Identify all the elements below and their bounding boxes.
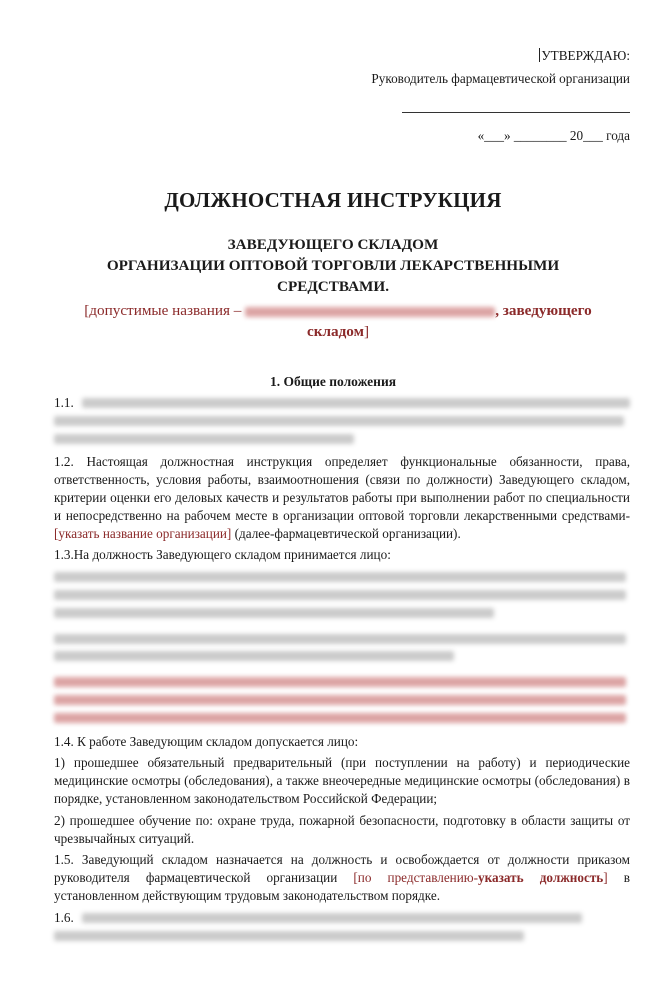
approval-position: Руководитель фармацевтической организации [371,71,630,86]
redacted-requirements [54,568,630,726]
paragraph-1-5: 1.5. Заведующий складом назначается на должность и освобождается от должности приказом руководителя фармацевтической организации [по представлению-указать должность] в установленном действующим трудовым законодательством порядке. [54,852,631,903]
subtitle-line-1: ЗАВЕДУЮЩЕГО СКЛАДОМ [227,236,439,253]
paragraph-1-3: 1.3.На должность Заведующего складом принимается лицо: [54,547,391,563]
approval-label: УТВЕРЖДАЮ: [541,48,630,63]
paragraph-1-4-1: 1) прошедшее обязательный предварительный (при поступлении на работу) и периодические медицинские осмотры (обследования), а также внеочередные медицинские осмотры (обследования) в порядке, установленном законодательством Российской Федерации; [54,755,630,806]
paragraph-number: 1.1. [54,395,74,410]
paragraph-number: 1.6. [54,909,74,925]
paragraph-1-4: 1.4. К работе Заведующим складом допускается лицо: [54,733,359,749]
allowed-names-bold: , заведующего складом [306,302,592,340]
allowed-names [60,300,616,342]
paragraph-1-2: 1.2. Настоящая должностная инструкция определяет функциональные обязанности, права, ответственность, условия работы, взаимоотношения (связи по должности) Заведующего складом, критерии оценки его деловых качеств и результатов работы при выполнении работ по специальности и непосредственно на рабочем месте в организации оптовой торговли лекарственными средствами-[указать название организации] (далее-фармацевтической организации). [54,454,630,541]
allowed-names-suffix: ] [363,323,369,340]
section-heading: 1. Общие положения [269,374,397,389]
signature-line [402,112,630,113]
redacted-name [245,307,495,317]
approval-date: «___» ________ 20___ года [477,128,630,143]
approval-block [371,44,630,90]
paragraph-1-1 [54,394,630,447]
paragraph-1-6 [54,909,630,945]
document-title: ДОЛЖНОСТНАЯ ИНСТРУКЦИЯ [164,188,502,212]
document-subtitle [60,234,606,297]
section-body [54,394,630,950]
paragraph-1-4-2: 2) прошедшее обучение по: охране труда, пожарной безопасности, подготовку в области защиты от чрезвычайных ситуаций. [54,812,630,846]
allowed-names-prefix: [допустимые названия – [84,302,242,319]
subtitle-line-2: ОРГАНИЗАЦИИ ОПТОВОЙ ТОРГОВЛИ ЛЕКАРСТВЕННЫМИ СРЕДСТВАМИ. [106,257,560,295]
